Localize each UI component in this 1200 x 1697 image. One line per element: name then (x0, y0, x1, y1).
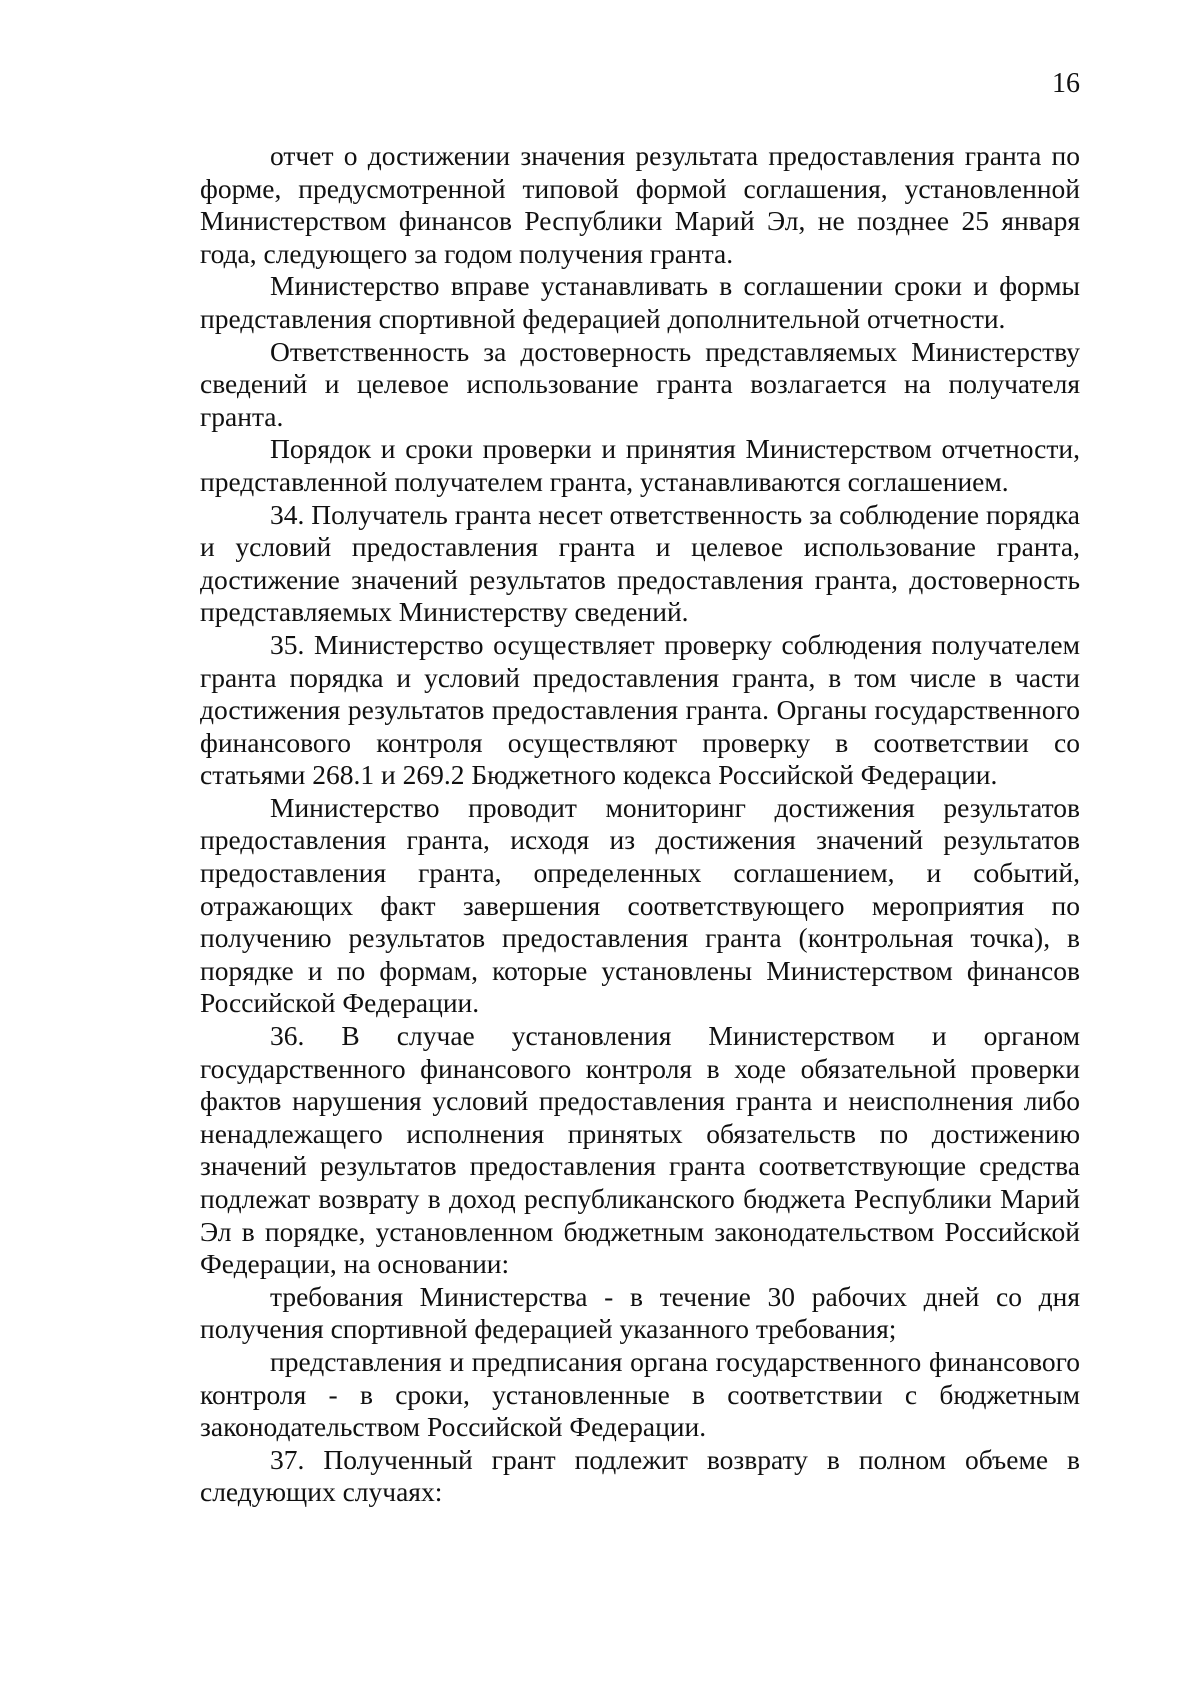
page-number: 16 (1052, 68, 1080, 99)
paragraph-clause-34: 34. Получатель гранта несет ответственность за соблюдение порядка и условий предоставления гранта и целевое использование гранта, достижение значений результатов предоставления гранта, достоверность представляемых Министерству сведений. (200, 498, 1080, 628)
paragraph-control-order: представления и предписания органа государственного финансового контроля - в сроки, установленные в соответствии с бюджетным законодательством Российской Федерации. (200, 1345, 1080, 1443)
paragraph-additional-reporting: Министерство вправе устанавливать в соглашении сроки и формы представления спортивной федерацией дополнительной отчетности. (200, 270, 1080, 334)
paragraph-clause-37: 37. Полученный грант подлежит возврату в полном объеме в следующих случаях: (200, 1443, 1080, 1508)
paragraph-monitoring: Министерство проводит мониторинг достижения результатов предоставления гранта, исходя из достижения значений результатов предоставления гранта, определенных соглашением, и событий, отражающих факт завершения соответствующего мероприятия по получению результатов предоставления гранта (контрольная точка), в порядке и по формам, которые установлены Министерством финансов Российской Федерации. (200, 791, 1080, 1019)
paragraph-ministry-demand: требования Министерства - в течение 30 рабочих дней со дня получения спортивной федерацией указанного требования; (200, 1280, 1080, 1345)
paragraph-responsibility: Ответственность за достоверность представляемых Министерству сведений и целевое использование гранта возлагается на получателя гранта. (200, 335, 1080, 432)
document-body (200, 140, 1080, 1509)
paragraph-clause-36: 36. В случае установления Министерством и органом государственного финансового контроля в ходе обязательной проверки фактов нарушения условий предоставления гранта и неисполнения либо ненадлежащего исполнения принятых обязательств по достижению значений результатов предоставления гранта соответствующие средства подлежат возврату в доход республиканского бюджета Республики Марий Эл в порядке, установленном бюджетным законодательством Российской Федерации, на основании: (200, 1020, 1080, 1280)
paragraph-report-deadline: отчет о достижении значения результата предоставления гранта по форме, предусмотренной типовой формой соглашения, установленной Министерством финансов Республики Марий Эл, не позднее 25 января года, следующего за годом получения гранта. (200, 140, 1080, 269)
paragraph-clause-35: 35. Министерство осуществляет проверку соблюдения получателем гранта порядка и условий предоставления гранта, в том числе в части достижения результатов предоставления гранта. Органы государственного финансового контроля осуществляют проверку в соответствии со статьями 268.1 и 269.2 Бюджетного кодекса Российской Федерации. (200, 628, 1080, 791)
paragraph-verification-procedure: Порядок и сроки проверки и принятия Министерством отчетности, представленной получателем гранта, устанавливаются соглашением. (200, 433, 1080, 497)
